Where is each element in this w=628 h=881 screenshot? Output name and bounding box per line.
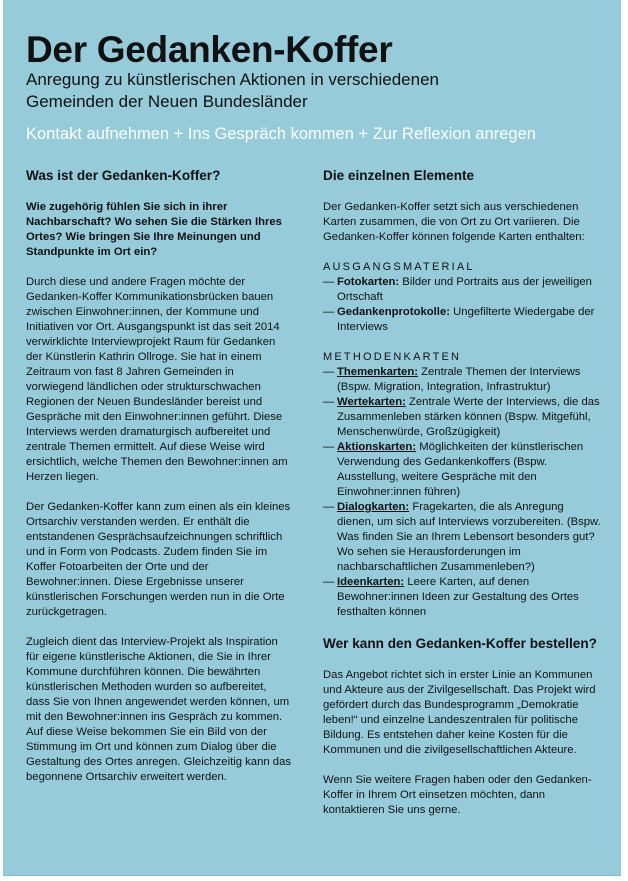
ausgangsmaterial-list <box>323 275 601 335</box>
item-text: Fragekarten, die als Anregung dienen, um sich auf Interviews vorzubereiten. (Bspw. Was finden Sie an Ihrem Lebensort besonders gut? Wo sehen sie Herausforderungen im nachbarschaftlichen Zusammenleben?) <box>337 501 601 573</box>
item-term: Themenkarten: <box>337 366 418 378</box>
left-column <box>26 167 292 785</box>
tagline: Kontakt aufnehmen + Ins Gespräch kommen + Zur Reflexion anregen <box>26 125 536 143</box>
item-term: Aktionskarten: <box>337 441 417 453</box>
dash-bullet: — <box>323 396 335 408</box>
item-text: Möglichkeiten der künstlerischen Verwendung des Gedankenkoffers (Bspw. Ausstellung, weitere Gespräche mit den Einwohner:innen führen) <box>337 441 584 498</box>
list-item <box>323 275 601 305</box>
right-column <box>323 167 601 818</box>
paragraph: Wenn Sie weitere Fragen haben oder den Gedanken-Koffer in Ihrem Ort einsetzen möchten, dann kontaktieren Sie uns gerne. <box>323 774 592 816</box>
item-term: Ideenkarten: <box>337 576 405 588</box>
item-text: Ungefilterte Wiedergabe der Interviews <box>337 306 595 333</box>
item-term: Fotokarten: <box>337 276 400 288</box>
dash-bullet: — <box>323 306 335 318</box>
section-heading-elements: Die einzelnen Elemente <box>323 168 475 183</box>
dash-bullet: — <box>323 276 335 288</box>
list-item <box>323 575 601 620</box>
paragraph: Das Angebot richtet sich in erster Linie an Kommunen und Akteure aus der Zivilgesellschaft. Das Projekt wird gefördert durch das Bundesprogramm „Demokratie leben!“ und einzelne Landeszentralen für politische Bildung. Es entstehen daher keine Kosten für die Kommunen und die zivilgesellschaftlichen Akteure. <box>323 669 596 756</box>
methodenkarten-list <box>323 365 601 620</box>
list-item <box>323 500 601 575</box>
dash-bullet: — <box>323 501 335 513</box>
section-heading-what-is: Was ist der Gedanken-Koffer? <box>26 168 221 183</box>
paragraph: Durch diese und andere Fragen möchte der Gedanken-Koffer Kommunikationsbrücken bauen zwischen Einwohner:innen, der Kommune und Initiativen vor Ort. Ausgangspunkt ist das seit 2014 verwirklichte Interviewprojekt Raum für Gedanken der Künstlerin Kathrin Ollroge. Sie hat in einem Zeitraum von fast 8 Jahren Gemeinden in vorwiegend ländlichen oder strukturschwachen Regionen der Neuen Bundesländer bereist und Gespräche mit den Einwohner:innen geführt. Diese Interviews werden dramaturgisch aufbereitet und zentrale Themen ermittelt. Auf diese Weise wird ersichtlich, welche Themen den Bewohner:innen am Herzen liegen. <box>26 276 288 483</box>
list-item <box>323 365 601 395</box>
flyer-page <box>3 0 621 876</box>
item-text: Zentrale Werte der Interviews, die das Zusammenleben stärken können (Bspw. Mitgefühl, Menschenwürde, Großzügigkeit) <box>337 396 600 438</box>
section-label-ausgangsmaterial: AUSGANGSMATERIAL <box>323 261 475 273</box>
item-term: Gedankenprotokolle: <box>337 306 450 318</box>
elements-intro: Der Gedanken-Koffer setzt sich aus verschiedenen Karten zusammen, die von Ort zu Ort variieren. Die Gedanken-Koffer können folgende Karten enthalten: <box>323 201 585 243</box>
paragraph: Zugleich dient das Interview-Projekt als Inspiration für eigene künstlerische Aktionen, die Sie in Ihrer Kommune durchführen können. Die bewährten künstlerischen Methoden wurden so aufbereitet, dass Sie von Ihnen angewendet werden können, um mit den Bewohner:innen ins Gespräch zu kommen. Auf diese Weise bekommen Sie ein Bild von der Stimmung im Ort und können zum Dialog über die Gestaltung des Ortes anregen. Gleichzeitig kann das begonnene Ortsarchiv erweitert werden. <box>26 636 292 783</box>
dash-bullet: — <box>323 441 335 453</box>
page-title: Der Gedanken-Koffer <box>26 29 393 70</box>
list-item <box>323 440 601 500</box>
intro-questions: Wie zugehörig fühlen Sie sich in ihrer Nachbarschaft? Wo sehen Sie die Stärken Ihres Ortes? Wie bringen Sie Ihre Meinungen und Standpunkte im Ort ein? <box>26 201 282 258</box>
page-subtitle: Anregung zu künstlerischen Aktionen in verschiedenen Gemeinden der Neuen Bundesländer <box>26 70 439 111</box>
dash-bullet: — <box>323 366 335 378</box>
section-heading-who-can-order: Wer kann den Gedanken-Koffer bestellen? <box>323 636 597 651</box>
item-text: Bilder und Portraits aus der jeweiligen Ortschaft <box>337 276 592 303</box>
dash-bullet: — <box>323 576 335 588</box>
section-label-methodenkarten: METHODENKARTEN <box>323 351 462 363</box>
item-text: Zentrale Themen der Interviews (Bspw. Migration, Integration, Infrastruktur) <box>337 366 581 393</box>
list-item <box>323 395 601 440</box>
item-term: Wertekarten: <box>337 396 406 408</box>
item-text: Leere Karten, auf denen Bewohner:innen Ideen zur Gestaltung des Ortes festhalten können <box>337 576 579 618</box>
item-term: Dialogkarten: <box>337 501 410 513</box>
paragraph: Der Gedanken-Koffer kann zum einen als ein kleines Ortsarchiv verstanden werden. Er enthält die entstandenen Gesprächsaufzeichnungen schriftlich und in Form von Podcasts. Zudem finden Sie im Koffer Fotoarbeiten der Orte und der Bewohner:innen. Diese Ergebnisse unserer künstlerischen Forschungen werden nun in die Orte zurückgetragen. <box>26 501 291 618</box>
list-item <box>323 305 601 335</box>
